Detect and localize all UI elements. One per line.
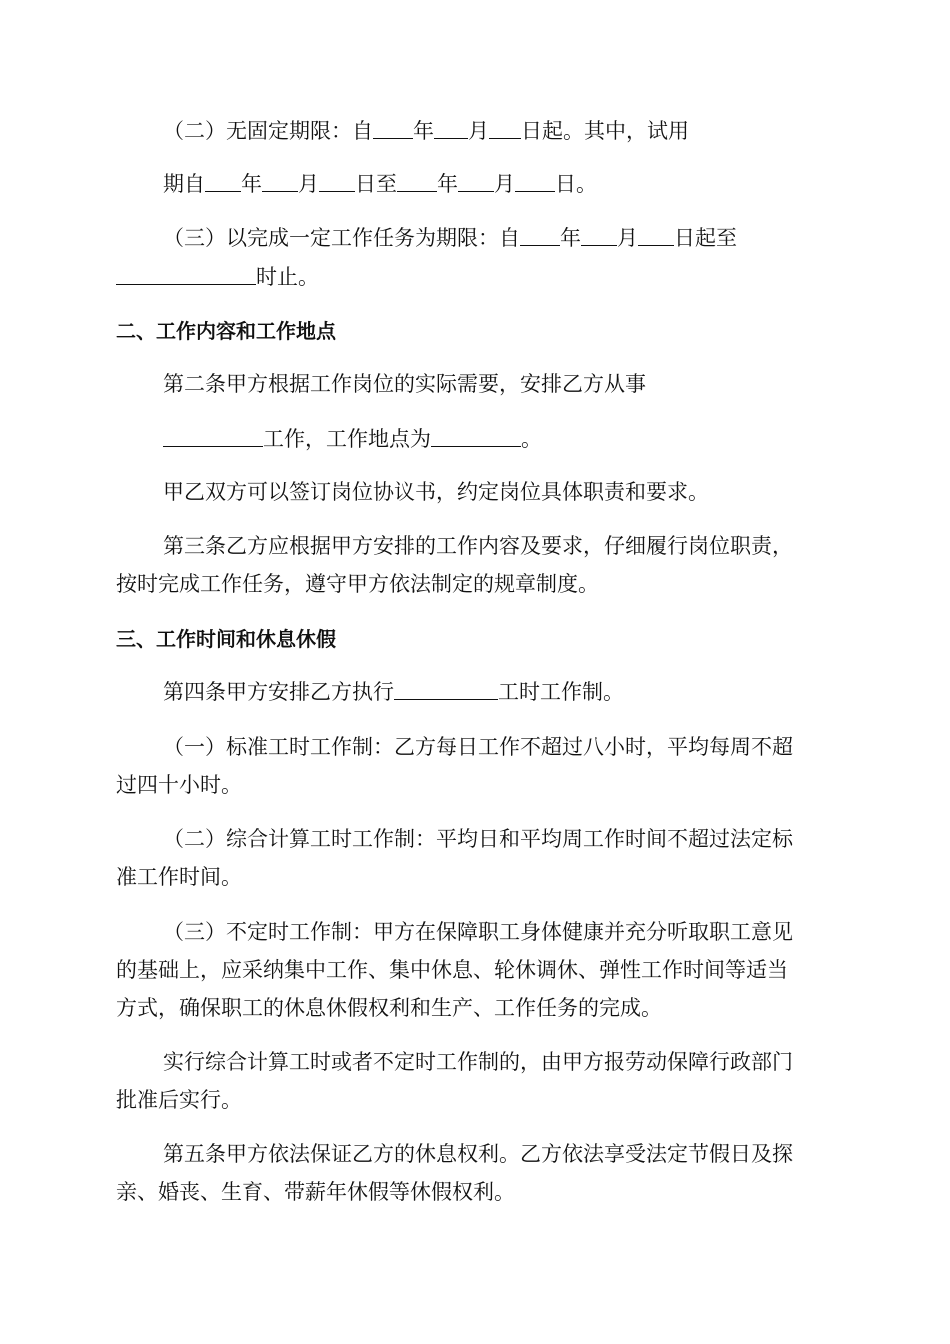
blank-year [520,225,560,246]
text-segment: 年 [437,172,458,196]
comprehensive-hours-line-1: （二）综合计算工时工作制：平均日和平均周工作时间不超过法定标 [163,827,793,851]
text-segment: 工时工作制。 [498,680,624,704]
approval-line-2: 批准后实行。 [116,1088,242,1112]
task-term-end-line [116,263,319,291]
flexible-hours-line-2: 的基础上，应采纳集中工作、集中休息、轮休调休、弹性工作时间等适当 [116,958,788,982]
blank-month [262,171,298,192]
blank-job [163,426,263,447]
fixed-term-none-line [163,117,689,145]
blank-year [373,118,413,139]
text-segment: 。 [521,427,542,451]
text-segment: 月 [298,172,319,196]
text-segment: 月 [617,226,638,250]
blank-year [397,171,437,192]
text-segment: 工作，工作地点为 [263,427,431,451]
blank-day [489,118,521,139]
blank-work-hours-system [394,679,498,700]
text-segment: 年 [560,226,581,250]
text-segment: 日至 [355,172,397,196]
flexible-hours-line-1: （三）不定时工作制：甲方在保障职工身体健康并充分听取职工意见 [163,920,793,944]
blank-day [638,225,674,246]
standard-hours-line-2: 过四十小时。 [116,773,242,797]
text-segment: 年 [413,119,434,143]
text-segment: 期自 [163,172,205,196]
section-heading-work-content: 二、工作内容和工作地点 [116,319,336,343]
article-4-line [163,678,624,706]
text-segment: 月 [468,119,489,143]
text-segment: 时止。 [256,265,319,289]
text-segment: 月 [494,172,515,196]
text-segment: （三）以完成一定工作任务为期限：自 [163,226,520,250]
text-segment: 第四条甲方安排乙方执行 [163,680,394,704]
article-5-line-1: 第五条甲方依法保证乙方的休息权利。乙方依法享受法定节假日及探 [163,1142,793,1166]
article-2-line-1: 第二条甲方根据工作岗位的实际需要，安排乙方从事 [163,372,646,396]
blank-month [458,171,494,192]
blank-month [581,225,617,246]
approval-line-1: 实行综合计算工时或者不定时工作制的，由甲方报劳动保障行政部门 [163,1050,793,1074]
blank-year [205,171,241,192]
post-agreement-line: 甲乙双方可以签订岗位协议书，约定岗位具体职责和要求。 [163,480,709,504]
article-2-line-2 [163,425,542,453]
text-segment: 日起。其中，试用 [521,119,689,143]
article-3-line-1: 第三条乙方应根据甲方安排的工作内容及要求，仔细履行岗位职责， [163,534,793,558]
text-segment: 日起至 [674,226,737,250]
standard-hours-line-1: （一）标准工时工作制：乙方每日工作不超过八小时，平均每周不超 [163,735,793,759]
article-3-line-2: 按时完成工作任务，遵守甲方依法制定的规章制度。 [116,572,599,596]
task-term-line [163,224,737,252]
text-segment: （二）无固定期限：自 [163,119,373,143]
text-segment: 年 [241,172,262,196]
comprehensive-hours-line-2: 准工作时间。 [116,865,242,889]
section-heading-work-hours: 三、工作时间和休息休假 [116,627,336,651]
blank-day [319,171,355,192]
blank-day [515,171,555,192]
article-5-line-2: 亲、婚丧、生育、带薪年休假等休假权利。 [116,1180,515,1204]
text-segment: 日。 [555,172,597,196]
probation-period-line [163,170,597,198]
blank-month [434,118,468,139]
flexible-hours-line-3: 方式，确保职工的休息休假权利和生产、工作任务的完成。 [116,996,662,1020]
blank-location [431,426,521,447]
blank-task [116,264,256,285]
